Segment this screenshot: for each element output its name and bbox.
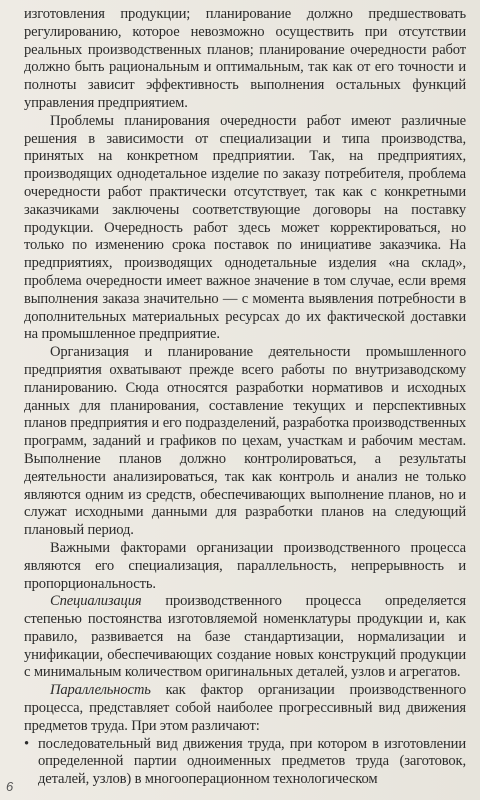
bullet-list xyxy=(24,736,466,789)
term-parallelism: Параллельность xyxy=(50,682,151,699)
paragraph-2: Проблемы планирования очередности работ имеют различные решения в зависимости от специализации и типа производства, принятых на конкретном предприятии. Так, на предприятиях, производящих однодетальное изделие по заказу потребителя, проблема очередности работ практически отсутствует, так как с конкретными заказчиками заключены соответствующие договоры на поставку продукции. Очередность работ здесь может корректироваться, но только по изменению срока поставок по инициативе заказчика. На предприятиях, производящих однодетальные изделия «на склад», проблема очередности имеет важное значение в том случае, если время выполнения заказа значительно — с момента выявления потребности в дополнительных материальных ресурсах до их фактической доставки на промышленное предприятие. xyxy=(24,112,466,343)
bullet-marker: • xyxy=(24,735,29,752)
page-body xyxy=(24,6,466,789)
list-item xyxy=(24,736,466,789)
bullet-text: последовательный вид движения труда, при котором в изготовлении определенной партии одноименных предметов труда (заготовок, деталей, узлов) в многооперационном технологическом xyxy=(38,735,466,788)
paragraph-parallelism xyxy=(24,682,466,735)
specialization-text: производственного процесса определяется степенью постоянства изготовляемой номенклатуры продукции и, как правило, развивается на базе стандартизации, нормализации и унификации, обеспечивающих создание новых конструкций продукции с минимальным количеством оригинальных деталей, узлов и агрегатов. xyxy=(24,593,466,681)
page-number: 6 xyxy=(6,779,14,794)
term-specialization: Специализация xyxy=(50,593,142,610)
paragraph-3: Организация и планирование деятельности промышленного предприятия охватывают прежде всего работы по внутризаводскому планированию. Сюда относятся разработки нормативов и исходных данных для планирования, составление текущих и перспективных планов предприятия и его подразделений, разработка производственных программ, заданий и графиков по цехам, участкам и рабочим местам. Выполнение планов должно контролироваться, а результаты деятельности анализироваться, так как контроль и анализ не только являются одним из средств, обеспечивающих выполнение планов, но и служат исходными данными для разработки планов на следующий плановый период. xyxy=(24,344,466,539)
paragraph-4: Важными факторами организации производственного процесса являются его специализация, параллельность, непрерывность и пропорциональность. xyxy=(24,539,466,592)
paragraph-specialization xyxy=(24,593,466,682)
paragraph-1: изготовления продукции; планирование должно предшествовать регулированию, которое невозможно осуществить при отсутствии реальных производственных планов; планирование очередности работ должно быть рациональным и оптимальным, так как от его точности и полноты зависит эффективность выполнения остальных функций управления предприятием. xyxy=(24,6,466,111)
parallelism-text: как фактор организации производственного процесса, представляет собой наиболее прогрессивный вид движения предметов труда. При этом различают: xyxy=(24,682,466,734)
